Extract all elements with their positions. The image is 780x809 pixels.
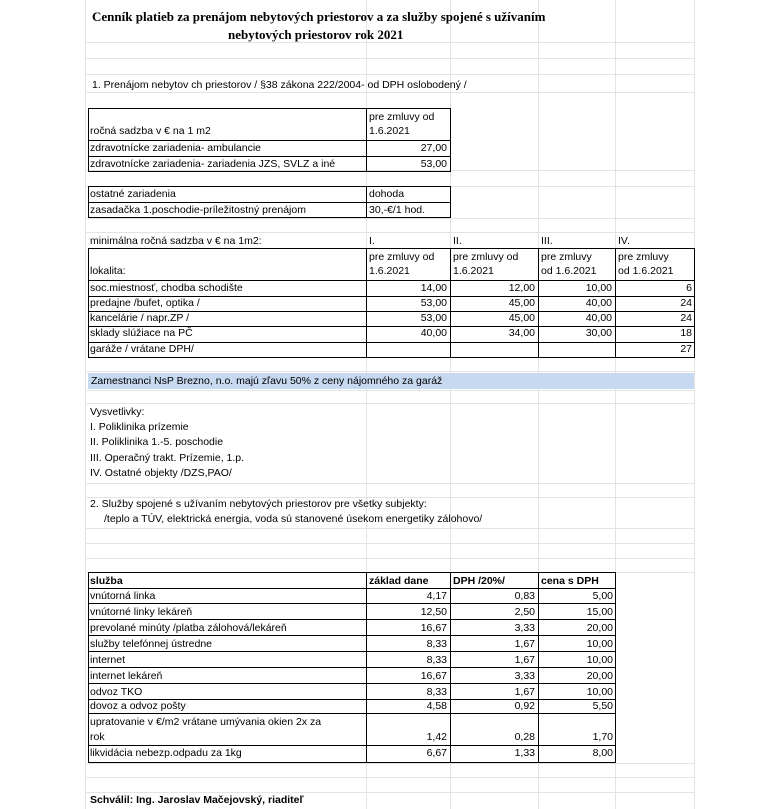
min-rate-cell: 40,00 — [585, 297, 612, 309]
min-rate-row-label: kancelárie / napr.ZP / — [90, 312, 190, 324]
service-base: 12,50 — [420, 606, 447, 618]
service-total: 10,00 — [586, 686, 613, 698]
col-i-header-1: pre zmluvy od — [369, 251, 435, 263]
min-rate-cell: 10,00 — [585, 282, 612, 294]
column-ii-label: II. — [453, 235, 462, 247]
service-total: 10,00 — [586, 638, 613, 650]
service-name: vnútorná linka — [90, 590, 156, 602]
column-iv-label: IV. — [618, 235, 630, 247]
rate-header-value-1: pre zmluvy od — [369, 111, 435, 123]
service-name: prevolané minúty /platba zálohová/lekáreň — [90, 622, 287, 634]
service-base: 16,67 — [420, 670, 447, 682]
document-title-line-2: nebytových priestorov rok 2021 — [228, 27, 404, 42]
min-rate-cell: 24 — [680, 297, 692, 309]
legend-item: I. Poliklinika prízemie — [90, 421, 189, 433]
service-name-cleaning-2: rok — [90, 731, 105, 743]
rate-header-label: ročná sadzba v € na 1 m2 — [90, 125, 211, 137]
legend-item: III. Operačný trakt. Prízemie, 1.p. — [90, 452, 245, 464]
other-value-2: 30,-€/1 hod. — [369, 204, 426, 216]
locality-label: lokalita: — [90, 265, 126, 277]
min-rates-label: minimálna ročná sadzba v € na 1m2: — [90, 235, 262, 247]
service-total: 8,00 — [592, 747, 613, 759]
service-name: dovoz a odvoz pošty — [90, 700, 186, 712]
service-total: 10,00 — [586, 654, 613, 666]
services-header-vat: DPH /20%/ — [453, 575, 505, 587]
services-header-base: základ dane — [369, 575, 429, 587]
service-vat: 1,67 — [514, 686, 535, 698]
service-name: internet lekáreň — [90, 670, 163, 682]
col-ii-header-2: 1.6.2021 — [453, 265, 494, 277]
col-iv-header-2: od 1.6.2021 — [618, 265, 674, 277]
service-total: 15,00 — [586, 606, 613, 618]
service-base: 6,67 — [426, 747, 447, 759]
document-title-line-1: Cenník platieb za prenájom nebytových priestorov a za služby spojené s užívaním — [92, 9, 546, 24]
services-header-name: služba — [90, 575, 123, 587]
min-rate-cell: 12,00 — [508, 282, 535, 294]
service-total: 5,50 — [592, 700, 613, 712]
approval-signature: Schválil: Ing. Jaroslav Mačejovský, riaditeľ — [90, 794, 304, 806]
legend-item: II. Poliklinika 1.-5. poschodie — [90, 436, 224, 448]
other-label-1: ostatné zariadenia — [90, 188, 176, 200]
service-total: 20,00 — [586, 670, 613, 682]
min-rate-cell: 53,00 — [420, 312, 447, 324]
section-1-heading: 1. Prenájom nebytov ch priestorov / §38 zákona 222/2004- od DPH oslobodený / — [92, 79, 467, 91]
service-base: 8,33 — [426, 686, 447, 698]
min-rate-cell: 27 — [680, 343, 692, 355]
medical-label-1: zdravotnícke zariadenia- ambulancie — [90, 142, 262, 154]
service-vat: 1,67 — [514, 654, 535, 666]
section-2-heading: 2. Služby spojené s užívaním nebytových priestorov pre všetky subjekty: — [90, 498, 427, 510]
min-rate-cell: 30,00 — [585, 327, 612, 339]
legend-item: IV. Ostatné objekty /DZS,PAO/ — [90, 467, 232, 479]
service-name: internet — [90, 654, 126, 666]
service-vat: 2,50 — [514, 606, 535, 618]
min-rate-cell: 40,00 — [420, 327, 447, 339]
service-name: odvoz TKO — [90, 686, 143, 698]
min-rate-row-label: garáže / vrátane DPH/ — [90, 343, 194, 355]
other-value-1: dohoda — [369, 188, 405, 200]
service-name-cleaning-1: upratovanie v €/m2 vrátane umývania okien 2x za — [90, 716, 322, 728]
service-name: likvidácia nebezp.odpadu za 1kg — [90, 747, 242, 759]
medical-value-2: 53,00 — [420, 158, 447, 170]
col-iii-header-2: od 1.6.2021 — [541, 265, 597, 277]
min-rate-cell: 24 — [680, 312, 692, 324]
service-base: 4,58 — [426, 700, 447, 712]
service-total: 20,00 — [586, 622, 613, 634]
col-iii-header-1: pre zmluvy — [541, 251, 592, 263]
service-name: vnútorné linky lekáreň — [90, 606, 193, 618]
min-rate-cell: 6 — [686, 282, 692, 294]
service-vat: 3,33 — [514, 670, 535, 682]
service-base: 1,42 — [426, 731, 447, 743]
service-total: 5,00 — [592, 590, 613, 602]
service-vat: 3,33 — [514, 622, 535, 634]
service-base: 8,33 — [426, 638, 447, 650]
section-2-subheading: /teplo a TÚV, elektrická energia, voda sú stanovené úsekom energetiky zálohovo/ — [104, 513, 483, 525]
medical-label-2: zdravotnícke zariadenia- zariadenia JZS, SVLZ a iné — [90, 158, 336, 170]
min-rate-cell: 45,00 — [508, 297, 535, 309]
col-iv-header-1: pre zmluvy — [618, 251, 669, 263]
column-iii-label: III. — [541, 235, 553, 247]
service-vat: 0,92 — [514, 700, 535, 712]
service-vat: 0,83 — [514, 590, 535, 602]
min-rate-cell: 53,00 — [420, 297, 447, 309]
min-rate-row-label: soc.miestnosť, chodba schodište — [90, 282, 243, 294]
service-name: služby telefónnej ústredne — [90, 638, 212, 650]
min-rate-cell: 45,00 — [508, 312, 535, 324]
services-header-total: cena s DPH — [541, 575, 599, 587]
service-base: 8,33 — [426, 654, 447, 666]
col-i-header-2: 1.6.2021 — [369, 265, 410, 277]
min-rate-cell: 14,00 — [420, 282, 447, 294]
col-ii-header-1: pre zmluvy od — [453, 251, 519, 263]
service-vat: 1,67 — [514, 638, 535, 650]
rate-header-value-2: 1.6.2021 — [369, 125, 410, 137]
discount-note: Zamestnanci NsP Brezno, n.o. majú zľavu 50% z ceny nájomného za garáž — [91, 375, 443, 387]
legend-title: Vysvetlivky: — [90, 406, 145, 418]
service-total: 1,70 — [592, 731, 613, 743]
medical-value-1: 27,00 — [420, 142, 447, 154]
service-vat: 1,33 — [514, 747, 535, 759]
min-rate-row-label: sklady slúžiace na PČ — [90, 327, 193, 339]
min-rate-cell: 18 — [680, 327, 692, 339]
column-i-label: I. — [369, 235, 375, 247]
min-rate-cell: 40,00 — [585, 312, 612, 324]
service-base: 16,67 — [420, 622, 447, 634]
service-base: 4,17 — [426, 590, 447, 602]
service-vat: 0,28 — [514, 731, 535, 743]
min-rate-cell: 34,00 — [508, 327, 535, 339]
other-label-2: zasadačka 1.poschodie-príležitostný prenájom — [90, 204, 306, 216]
min-rate-row-label: predajne /bufet, optika / — [90, 297, 200, 309]
